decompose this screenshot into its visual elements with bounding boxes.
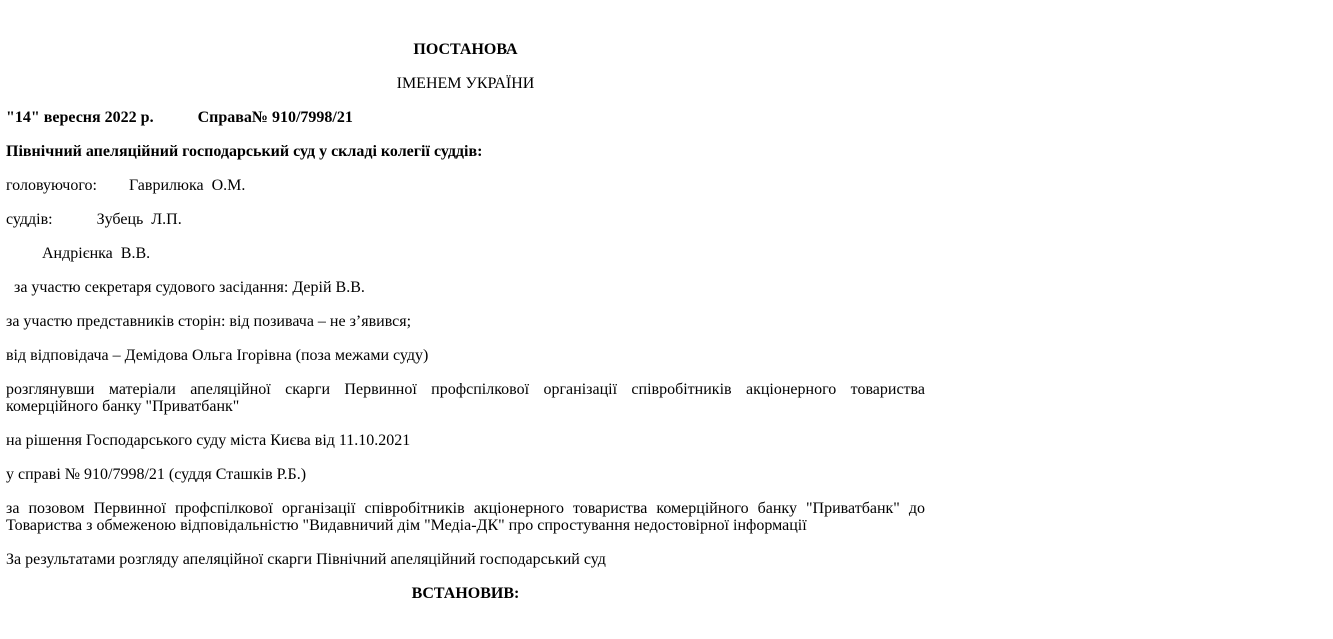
court-panel-heading: Північний апеляційний господарський суд у складі колегії суддів: — [6, 143, 483, 160]
secretary-line: за участю секретаря судового засідання: Дерій В.В. — [6, 279, 365, 296]
established-heading: ВСТАНОВИВ: — [411, 585, 520, 602]
judge-line-2: суддів: Зубець Л.П. — [6, 211, 182, 228]
judge-line-3: Андрієнка В.В. — [6, 245, 151, 262]
presiding-judge-line: головуючого: Гаврилюка О.М. — [6, 177, 246, 194]
case-number-line: у справі № 910/7998/21 (суддя Сташків Р.Б.) — [6, 466, 307, 483]
respondent-representative-line: від відповідача – Демідова Ольга Ігорівна (поза межами суду) — [6, 347, 429, 364]
plaintiff-representative-line: за участю представників сторін: від позивача – не з’явився; — [6, 313, 412, 330]
review-result-line: За результатами розгляду апеляційної скарги Північний апеляційний господарський суд — [6, 551, 606, 568]
doc-title: ПОСТАНОВА — [413, 41, 518, 58]
doc-subtitle: ІМЕНЕМ УКРАЇНИ — [396, 75, 535, 92]
claim-paragraph: за позовом Первинної профспілкової організації співробітників акціонерного товариства комерційного банку "Приватбанк" до Товариства з обмеженою відповідальністю "Видавничий дім "Медіа-ДК" про спростування недостовірної інформації — [6, 500, 925, 534]
date-case-line: "14" вересня 2022 р. Справа№ 910/7998/21 — [6, 109, 353, 126]
appealed-decision-line: на рішення Господарського суду міста Києва від 11.10.2021 — [6, 432, 411, 449]
appeal-materials-paragraph: розглянувши матеріали апеляційної скарги Первинної профспілкової організації співробітників акціонерного товариства комерційного банку "Приватбанк" — [6, 381, 925, 415]
